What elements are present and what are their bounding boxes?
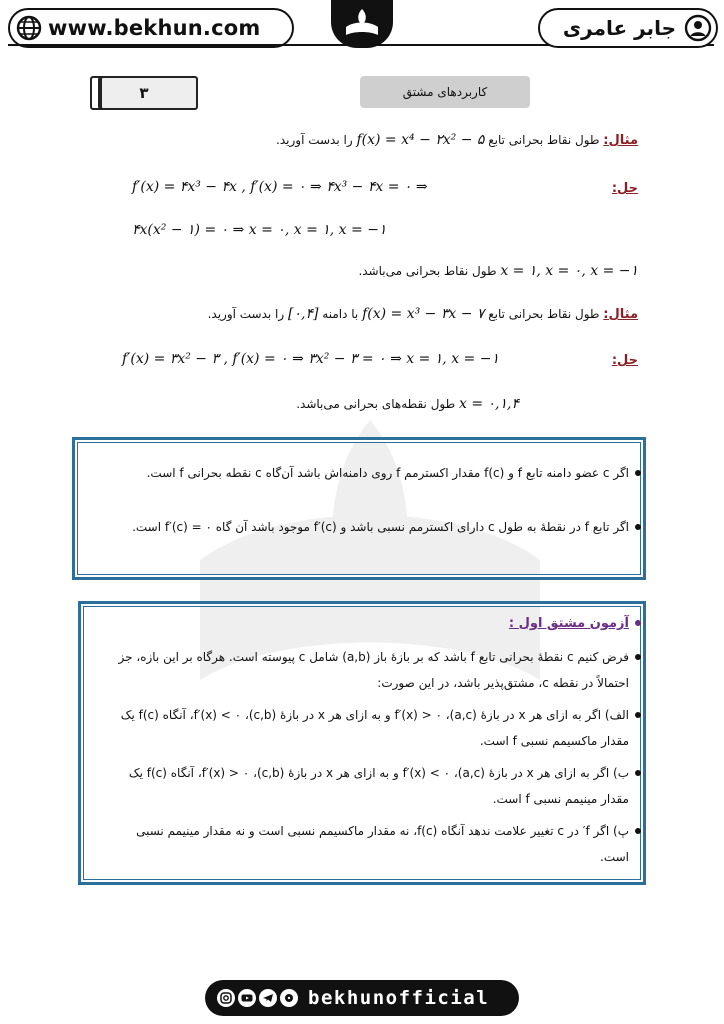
globe-icon — [16, 15, 42, 41]
exam-item-b: ب) اگر به ازای هر x در بازهٔ (a,c)، f′(x) < ۰ و به ازای هر x در بازهٔ (c,b)، f′(x) > ۰، آنگاه f(c) یک مقدار مینیمم نسبی f است. — [107, 760, 629, 812]
social-handle[interactable]: bekhunofficial — [308, 987, 490, 1009]
example-label: مثال: — [603, 133, 638, 148]
first-derivative-test-box — [78, 601, 646, 885]
footer-social-bar[interactable] — [205, 980, 519, 1016]
solution-1-conclusion: x = ۱, x = ۰, x = −۱ طول نقاط بحرانی می‌باشد. — [358, 263, 638, 279]
website-pill[interactable] — [8, 8, 294, 48]
telegram-icon[interactable] — [259, 989, 277, 1007]
note-item: اگر c عضو دامنه تابع f و f(c) مقدار اکسترمم f روی دامنه‌اش باشد آن‌گاه c نقطه بحرانی f است. — [101, 460, 629, 486]
page-number: ۳ — [90, 76, 198, 110]
exam-item-c: پ) اگر f′ در c تغییر علامت ندهد آنگاه f(c)، نه مقدار ماکسیمم نسبی است و نه مقدار مینیمم نسبی است. — [107, 818, 629, 870]
bekhun-logo-icon — [331, 0, 393, 48]
example-1: مثال: طول نقاط بحرانی تابع f(x) = x⁴ − ۲x² − ۵ را بدست آورید. — [276, 132, 638, 148]
note-item: اگر تابع f در نقطهٔ به طول c دارای اکسترمم نسبی باشد و f′(c) موجود باشد آن گاه f′(c) = ۰ است. — [101, 514, 629, 540]
example-2: مثال: طول نقاط بحرانی تابع f(x) = x³ − ۳x − ۷ با دامنه [۰,۴] را بدست آورید. — [207, 306, 638, 322]
example-label: مثال: — [603, 307, 638, 322]
solution-2-line-1: f′(x) = ۳x² − ۳ , f′(x) = ۰ ⇒ ۳x² − ۳ = ۰ ⇒ x = ۱, x = −۱ — [122, 351, 499, 367]
exam-item-a: الف) اگر به ازای هر x در بازهٔ (a,c)، f′(x) > ۰ و به ازای هر x در بازهٔ (c,b)، f′(x) < ۰، آنگاه f(c) یک مقدار ماکسیمم نسبی f است. — [107, 702, 629, 754]
user-icon — [684, 14, 712, 42]
chapter-title: کاربردهای مشتق — [360, 76, 530, 108]
website-url[interactable]: www.bekhun.com — [48, 16, 261, 40]
example-2-formula: f(x) = x³ − ۳x − ۷ — [362, 306, 485, 322]
exam-title: آزمون مشتق اول : — [107, 610, 629, 637]
youtube-icon[interactable] — [238, 989, 256, 1007]
example-1-formula: f(x) = x⁴ − ۲x² − ۵ — [356, 132, 485, 148]
instagram-icon[interactable] — [217, 989, 235, 1007]
aparat-icon[interactable] — [280, 989, 298, 1007]
solution-2-label: حل: — [611, 353, 638, 368]
solution-1-line-2: ۴x(x² − ۱) = ۰ ⇒ x = ۰, x = ۱, x = −۱ — [132, 222, 387, 238]
solution-2-conclusion: x = ۰,۱,۴ طول نقطه‌های بحرانی می‌باشد. — [296, 396, 519, 412]
solution-1-label: حل: — [611, 181, 638, 196]
author-pill — [538, 8, 718, 48]
exam-intro: فرض کنیم c نقطهٔ بحرانی تابع f باشد که بر بازهٔ باز (a,b) شامل c پیوسته است. هرگاه بر این بازه، جز احتمالاً در نقطه c، مشتق‌پذیر باشد، در این صورت: — [107, 644, 629, 696]
notes-box — [72, 437, 646, 580]
author-name: جابر عامری — [562, 16, 676, 40]
solution-1-line-1: f′(x) = ۴x³ − ۴x , f′(x) = ۰ ⇒ ۴x³ − ۴x = ۰ ⇒ — [132, 179, 428, 195]
